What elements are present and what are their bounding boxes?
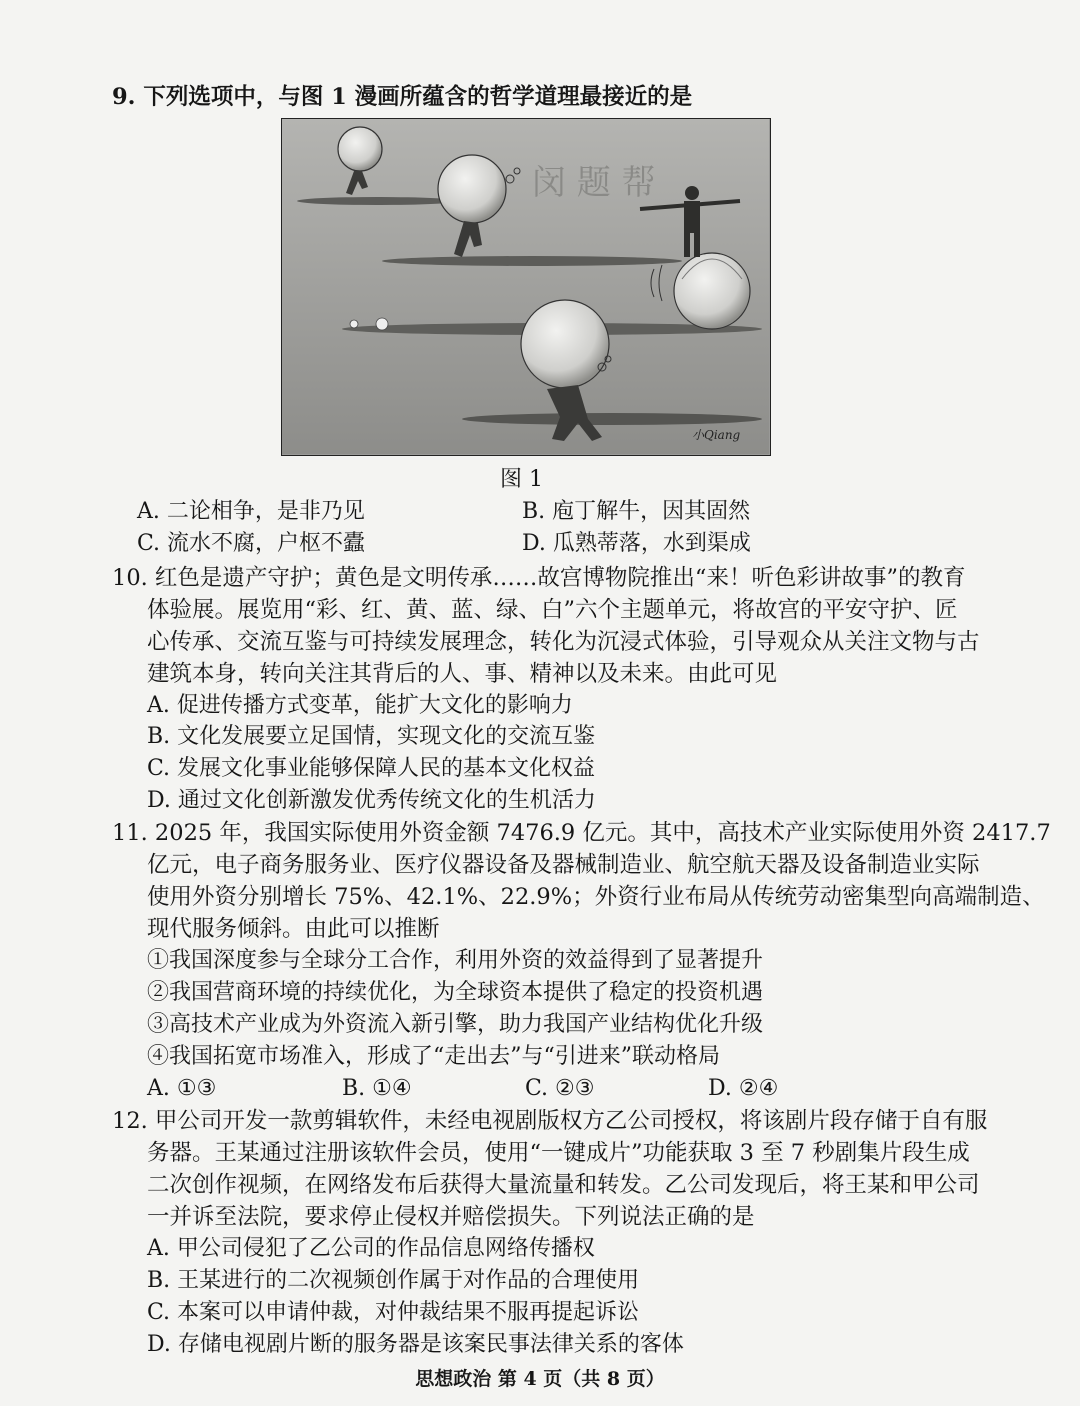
q9-option-d: D. 瓜熟蒂落，水到渠成 [522,531,751,556]
cartoon-figure [281,118,771,456]
q11-option-c: C. ②③ [525,1076,595,1101]
figure-caption: 图 1 [500,467,543,492]
cartoon-illustration [282,119,769,454]
q12-option-a: A. 甲公司侵犯了乙公司的作品信息网络传播权 [147,1236,595,1261]
q12-option-b: B. 王某进行的二次视频创作属于对作品的合理使用 [147,1268,640,1293]
q10-stem-line-3: 心传承、交流互鉴与可持续发展理念，转化为沉浸式体验，引导观众从关注文物与古 [147,629,980,655]
q11-statement-1: ①我国深度参与全球分工合作，利用外资的效益得到了显著提升 [147,948,764,973]
q11-stem-line-2: 亿元，电子商务服务业、医疗仪器设备及器械制造业、航空航天器及设备制造业实际 [147,852,980,878]
q11-option-b: B. ①④ [342,1076,412,1101]
q10-stem-line-2: 体验展。展览用“彩、红、黄、蓝、绿、白”六个主题单元，将故宫的平安守护、匠 [147,597,958,623]
q12-option-d: D. 存储电视剧片断的服务器是该案民事法律关系的客体 [147,1332,684,1357]
watermark-text: 闵 题 帮 [532,163,656,203]
q10-option-b: B. 文化发展要立足国情，实现文化的交流互鉴 [147,724,596,749]
q12-stem-line-4: 一并诉至法院，要求停止侵权并赔偿损失。下列说法正确的是 [147,1204,755,1230]
q11-stem-line-4: 现代服务倾斜。由此可以推断 [147,916,440,942]
q10-option-c: C. 发展文化事业能够保障人民的基本文化权益 [147,756,596,781]
q11-statement-2: ②我国营商环境的持续优化，为全球资本提供了稳定的投资机遇 [147,980,764,1005]
q10-stem-line-1: 10. 红色是遗产守护；黄色是文明传承……故宫博物院推出“来！听色彩讲故事”的教育 [112,565,966,591]
q11-option-d: D. ②④ [708,1076,779,1101]
q9-stem: 9. 下列选项中，与图 1 漫画所蕴含的哲学道理最接近的是 [112,84,693,110]
q10-stem-line-4: 建筑本身，转向关注其背后的人、事、精神以及未来。由此可见 [147,661,778,687]
page-footer: 思想政治 第 4 页（共 8 页） [415,1368,665,1390]
q11-option-a: A. ①③ [147,1076,217,1101]
artist-signature: 小Qiang [692,428,741,442]
q11-statement-3: ③高技术产业成为外资流入新引擎，助力我国产业结构优化升级 [147,1012,764,1037]
q11-stem-line-3: 使用外资分别增长 75%、42.1%、22.9%；外资行业布局从传统劳动密集型向高端制造、 [147,884,1045,910]
q12-stem-line-1: 12. 甲公司开发一款剪辑软件，未经电视剧版权方乙公司授权，将该剧片段存储于自有服 [112,1108,988,1134]
q10-option-d: D. 通过文化创新激发优秀传统文化的生机活力 [147,788,596,813]
q9-option-c: C. 流水不腐，户枢不蠹 [137,531,366,556]
q12-stem-line-2: 务器。王某通过注册该软件会员，使用“一键成片”功能获取 3 至 7 秒剧集片段生成 [147,1140,970,1166]
q12-stem-line-3: 二次创作视频，在网络发布后获得大量流量和转发。乙公司发现后，将王某和甲公司 [147,1172,980,1198]
q9-option-b: B. 庖丁解牛，因其固然 [522,499,751,524]
q12-option-c: C. 本案可以申请仲裁，对仲裁结果不服再提起诉讼 [147,1300,640,1325]
q11-statement-4: ④我国拓宽市场准入，形成了“走出去”与“引进来”联动格局 [147,1044,720,1069]
q11-stem-line-1: 11. 2025 年，我国实际使用外资金额 7476.9 亿元。其中，高技术产业实际使用外资 2417.7 [112,820,1051,846]
q9-option-a: A. 二论相争，是非乃见 [137,499,365,524]
q10-option-a: A. 促进传播方式变革，能扩大文化的影响力 [147,693,573,718]
